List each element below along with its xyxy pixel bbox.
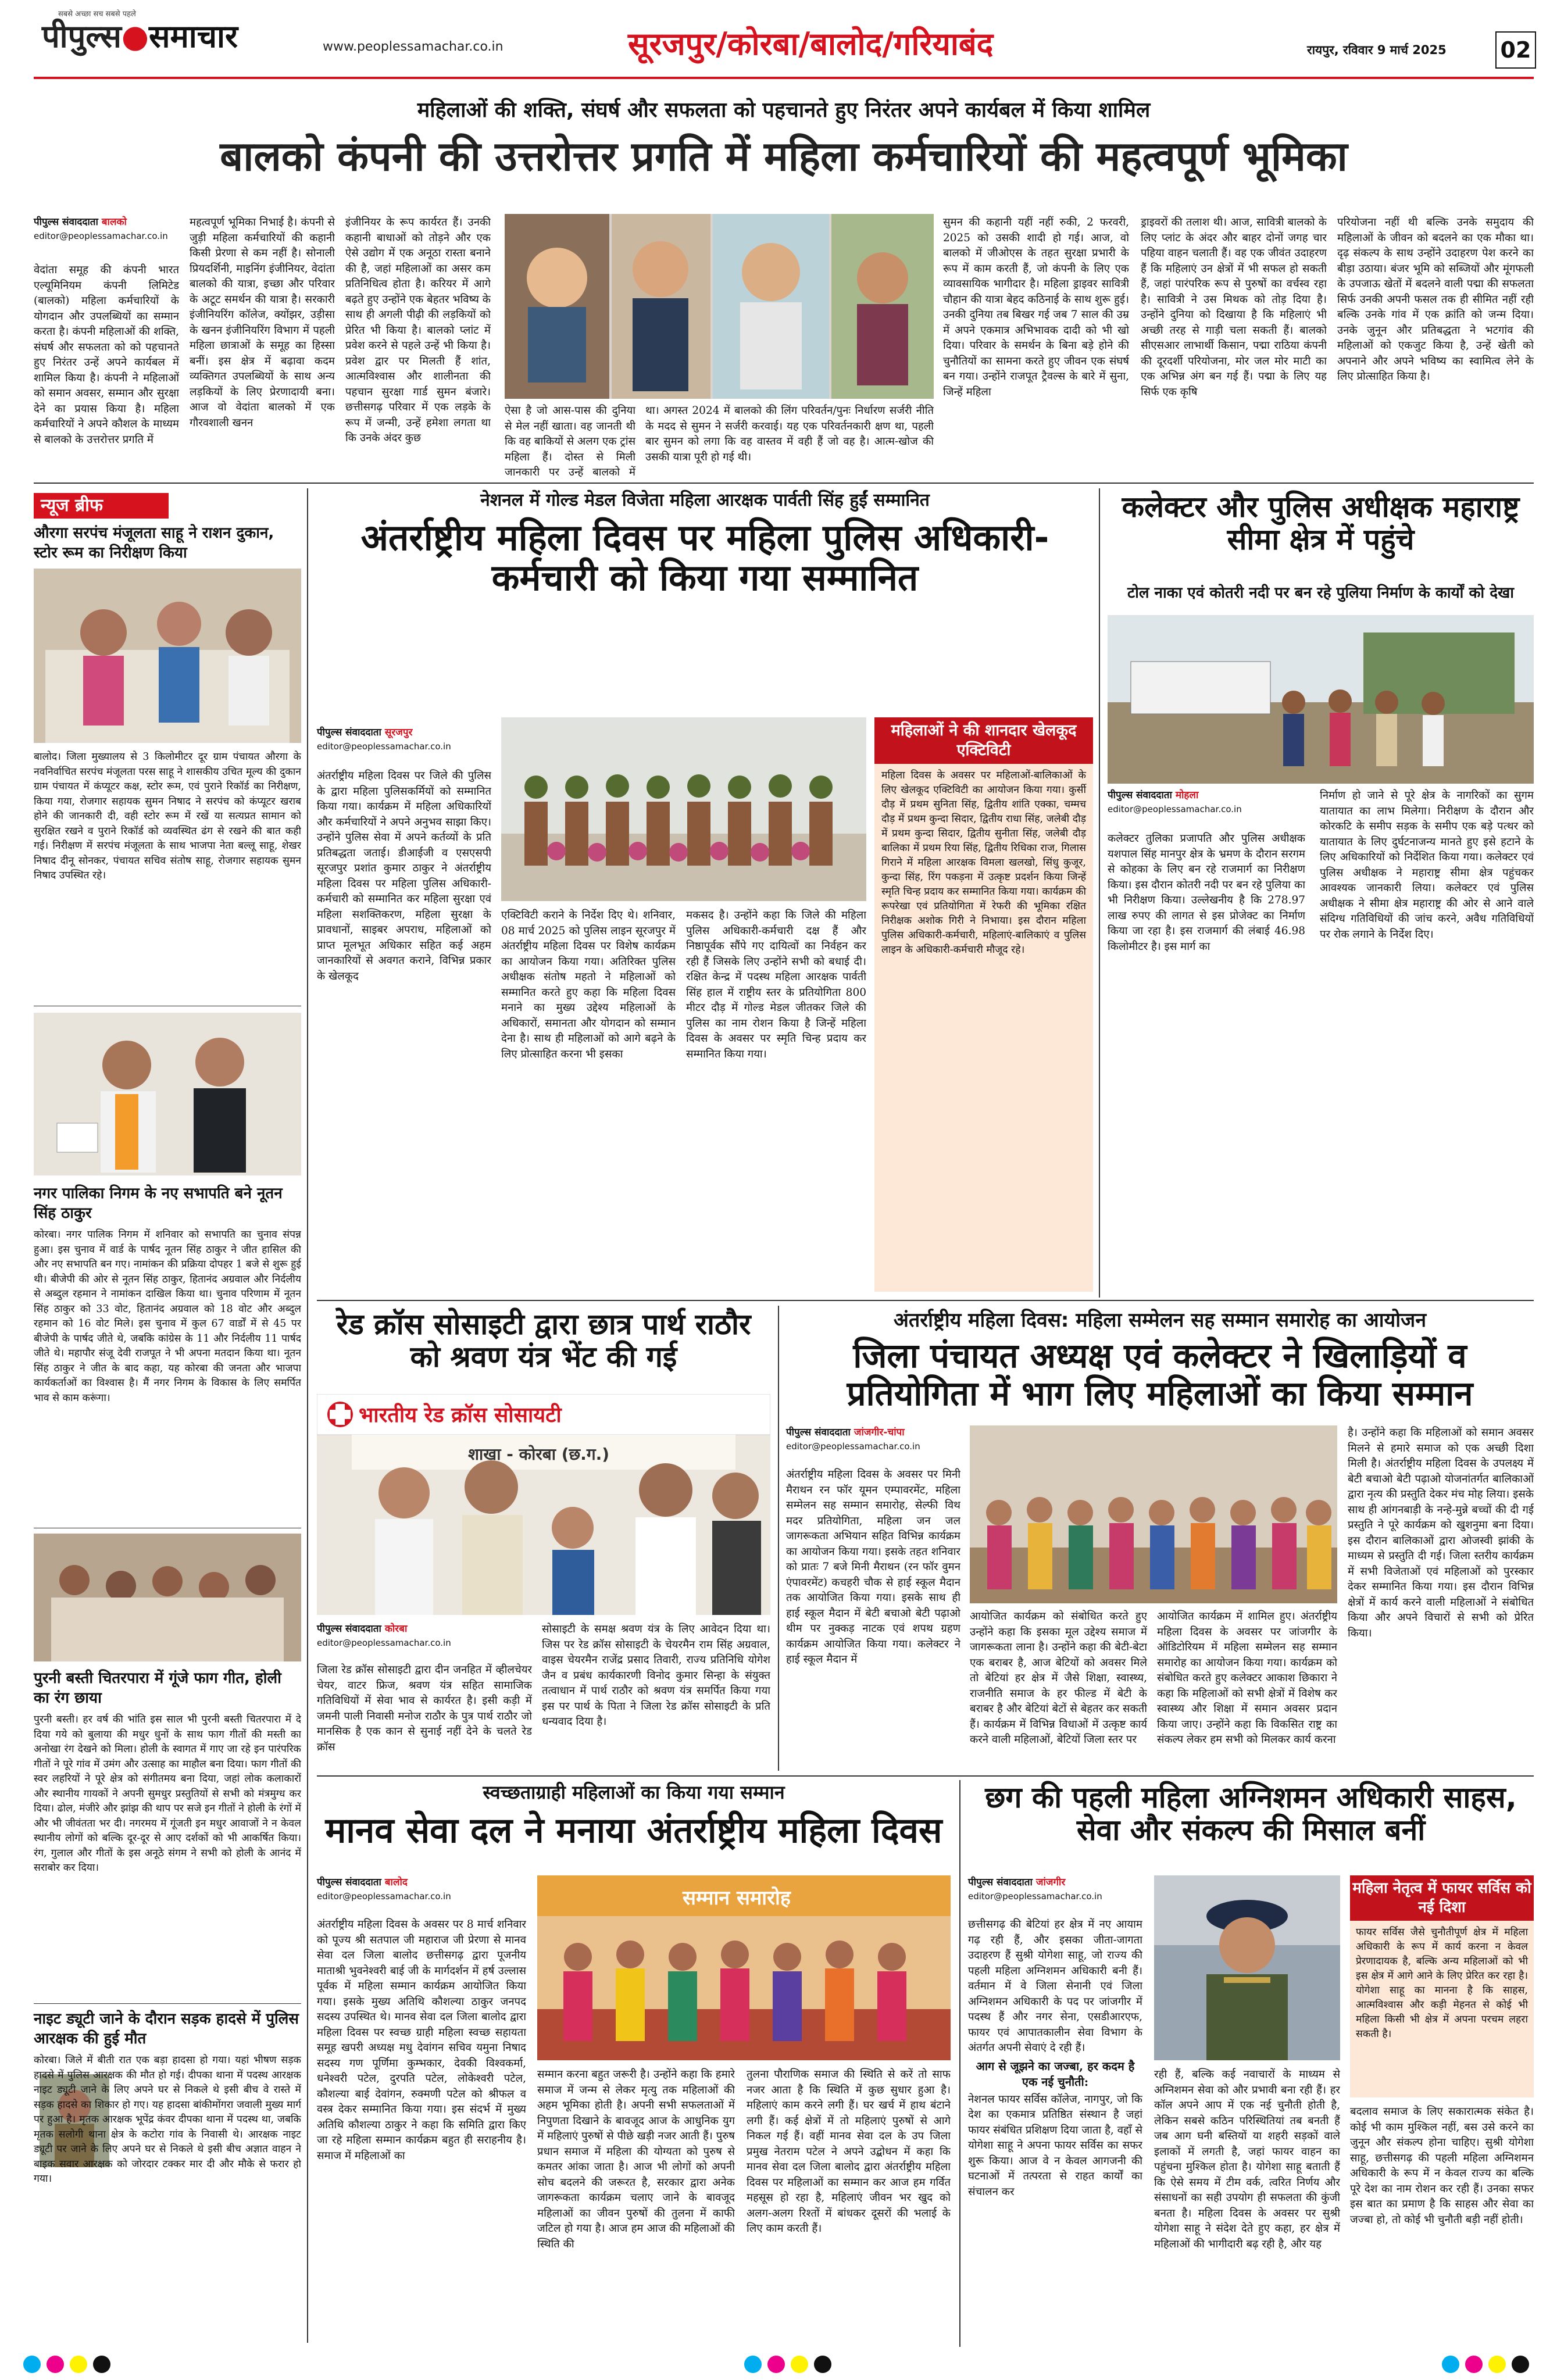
manav-kicker: स्वच्छताग्राही महिलाओं का किया गया सम्मान [483,1781,785,1803]
police-right-divider [1099,488,1100,1298]
police-sidebar-body: महिला दिवस के अवसर पर महिलाओं-बालिकाओं के लिए खेलकूद एक्टिविटी का आयोजन किया गया। कुर्सी दौड़ में प्रथम सुनिता सिंह, द्वितीय शांति एक्का, चम्मच दौड़ में प्रथम कुन्दा सिदार, द्वितीय राधा सिंह, जलेबी दौड़ में प्रथम कुन्दा सिदार, द्वितीय सुनीता सिंह, जलेबी दौड़ बालिका में प्रथम रिया सिंह, द्वितीय रिधिका राज, गिलास गिराने में महिला आरक्षक विमला खलखो, सिंधु कुजूर, कुन्दा सिंह, रिंग पकड़ना में उत्कृष्ट प्रदर्शन किया जिन्हें स्मृति चिन्ह प्रदाय कर सम्मानित किया गया। कार्यक्रम की रूपरेखा एवं प्रतियोगिता में रेफरी की भूमिका रक्षित निरीक्षक अशोक गिरी ने निभाया। इस दौरान महिला पुलिस अधिकारी-कर्मचारी, महिलाएं-बालिकाएं व पुलिस लाइन के अधिकारी-कर्मचारी मौजूद रहे। [881,770,1086,956]
logo-bullet-icon: ● [121,17,149,55]
zila-byline [786,1425,960,1453]
cmyk-black-2 [814,2356,831,2373]
brief-1-photo [34,569,301,743]
website-url[interactable]: www.peoplessamachar.co.in [323,40,503,54]
lead-col-7: ड्राइवरों की तलाश थी। आज, सावित्री बालको के लिए प्लांट के अंदर और बाहर दोनों जगह चार पहिया वाहन चलाती हैं। वह एक जीवंत उदाहरण हैं कि महिलाएं उन क्षेत्रों में भी सफल हो सकती हैं, जहां पारंपरिक रूप से पुरुषों का वर्चस्व रहा है। सावित्री ने उस मिथक को तोड़ दिया है। उन्होंने दुनिया को दिखाया है कि महिलाएं भी अच्छी तरह से गाड़ी चला सकती हैं। बालको सीएसआर लाभार्थी किसान, पद्मा राठिया कंपनी की दूरदर्शी परियोजना, मोर जल मोर माटी का एक अभिन्न अंग बन गई हैं। पद्मा के लिए यह सिर्फ एक कृषि [1141,216,1327,398]
lead-col-5: था। अगस्त 2024 में बालको की लिंग परिवर्तन/पुनः निर्धारण सर्जरी नीति के मदद से सुमन ने सर्जरी करवाई। यह एक परिवर्तनकारी क्षण था, पहली बार सुमन को लगा कि वह वास्तव में वही हैं जो वह है। आत्म-खोज की उसकी यात्रा पूरी हो गई थी। [645,405,934,463]
cmyk-black [93,2356,110,2373]
fire-col-1b: नेशनल फायर सर्विस कॉलेज, नागपुर, जो कि देश का एकमात्र प्रतिष्ठित संस्थान है जहां फायर संबंधित प्रशिक्षण दिया जाता है, वहाँ से योगेशा साहू ने अपना फायर सर्विस का सफर शुरू किया। आज वे न केवल आगजनी की घटनाओं में तत्परता से राहत कार्यों का संचालन कर [968,2093,1142,2198]
fire-byline-place: जांजगीर [1035,1877,1066,1888]
zila-col-2: आयोजित कार्यक्रम को संबोधित करते हुए उन्होंने कहा कि इसका मूल उद्देश्य समाज में जागरूकता लाना है। उन्होंने कहा की बेटी-बेटा एक बराबर है, आज बेटियों को अवसर मिले तो बेटियां हर क्षेत्र में जैसे शिक्षा, स्वास्थ्य, राजनीति समाज के हर फील्ड में बेटी के बराबर है और बेटियां बेटों से बेहतर कर सकती हैं। कार्यक्रम में विभिन्न विधाओं में उत्कृष्ट कार्य करने वाली महिलाओं, बेटियों जिला स्तर पर [970,1610,1147,1746]
masthead-logo[interactable] [42,17,238,55]
police-byline-reporter: पीपुल्स संवाददाता [317,727,381,738]
zila-col-1: अंतर्राष्ट्रीय महिला दिवस के अवसर पर मिनी मैराथन रन फॉर यूमन एम्पावरमेंट, महिला सम्मेलन सह सम्मान समारोह, सेल्फी विथ मदर प्रतियोगिता, महिला जन जल जागरूकता अभियान सहित विभिन्न कार्यक्रम का आयोजन किया गया। इसके तहत शनिवार को प्रातः 7 बजे मिनी मैराथन (रन फॉर वुमन एंपावरमेंट) कचहरी चौक से हाई स्कूल मैदान तक आयोजित किया गया। इसके साथ ही हाई स्कूल मैदान में बेटी बचाओ बेटी पढ़ाओ थीम पर नुक्कड़ नाटक एवं शपथ ग्रहण कार्यक्रम आयोजित किया गया। कलेक्टर ने हाई स्कूल मैदान में [786,1468,960,1666]
fire-col-1-wrap [968,1917,1142,2349]
logo-right: समाचार [148,17,238,55]
redcross-headline: रेड क्रॉस सोसाइटी द्वारा छात्र पार्थ राठौर को श्रवण यंत्र भेंट की गई [336,1307,751,1374]
collector-subhead: टोल नाका एवं कोतरी नदी पर बन रहे पुलिया निर्माण के कार्यों को देखा [1127,584,1514,602]
brief-3-title: पुरनी बस्ती चितरपारा में गूंजे फाग गीत, होली का रंग छाया [34,1670,281,1707]
fire-sidebar [1350,1875,1534,2097]
logo-left: पीपुल्स [42,17,122,55]
redcross-col-2: सोसाइटी के समक्ष श्रवण यंत्र के लिए आवेदन दिया था। जिस पर रेड क्रॉस सोसाइटी के चेयरमैन राम सिंह अग्रवाल, वाइस चेयरमैन राजेंद्र प्रसाद तिवारी, राज्य प्रतिनिधि योगेश जैन व प्रबंध कार्यकारणी विनोद कुमार सिन्हा के संयुक्त तत्वाधान में पार्थ राठौर को श्रवण यंत्र समर्पित किया गया इस पर पार्थ के पिता ने जिला रेड क्रॉस सोसाइटी के प्रति धन्यवाद दिया है। [542,1623,770,1728]
police-col-2: एक्टिविटी कराने के निर्देश दिए थे। शनिवार, 08 मार्च 2025 को पुलिस लाइन सूरजपुर में अंतर्राष्ट्रीय महिला दिवस पर विशेष कार्यक्रम का आयोजन किया गया। अतिरिक्त पुलिस अधीक्षक संतोष महतो ने महिलाओं को सम्मानित करते हुए कहा कि महिला दिवस मनाने का मुख्य उद्देश्य महिलाओं के अधिकारों, समानता और योगदान को सम्मान देना है। साथ ही महिलाओं को आगे बढ़ने के लिए प्रोत्साहित करना भी इसका [501,909,676,1060]
manav-byline [317,1875,526,1903]
brief-3-photo [34,1534,301,1661]
brief-4-body: कोरबा। जिले में बीती रात एक बड़ा हादसा हो गया। यहां भीषण सड़क हादसे में पुलिस आरक्षक की मौत हो गई। दीपका थाना में पदस्थ आरक्षक नाइट ड्यूटी जाने के लिए अपने घर से निकले थे इसी बीच वे रास्ते में सड़क हादसे का शिकार हो गए। यह हादसा बांकीमोंगरा जवाली मुख्य मार्ग पर हुआ है। मृतक आरक्षक भूपेंद्र कंवर दीपका थाना में पदस्थ था, जबकि मृतक सलोगी थाना क्षेत्र के कटोरा गांव के निवासी थे। आरक्षक नाइट ड्यूटी पर जाने के लिए अपने घर से निकले थे इसी बीच अज्ञात वाहन ने बाइक सवार आरक्षक को जोरदार टक्कर मार दी और मौके से फरार हो गया। [34,2054,301,2185]
redcross-col-1: जिला रेड क्रॉस सोसाइटी द्वारा दीन जनहित में व्हीलचेयर चेयर, वाटर फ्रिज, श्रवण यंत्र सहित सामाजिक गतिविधियों में सेवा भाव से कार्यरत है। इसी कड़ी में जमनी पाली निवासी मनोज राठौर के पुत्र पार्थ राठौर जो मानसिक है एक कान से सुनाई नहीं देने के चलते रेड क्रॉस [317,1664,532,1753]
fire-sidebar-title: महिला नेतृत्व में फायर सर्विस को नई दिशा [1350,1875,1534,1921]
brief-4-title: नाइट ड्यूटी जाने के दौरान सड़क हादसे में पुलिस आरक्षक की हुई मौत [34,2010,299,2047]
zila-photo [970,1425,1337,1603]
lead-col-1: वेदांता समूह की कंपनी भारत एल्यूमिनियम कंपनी लिमिटेड (बालको) महिला कर्मचारियों के योगदान और उपलब्धियों का सम्मान करता है। कंपनी महिलाओं की शक्ति, संघर्ष और सफलता को को पहचानते हुए निरंतर उन्हें अपने कार्यबल में शामिल किया है। कंपनी ने महिलाओं को समान अवसर, सम्मान और सुरक्षा देने का प्रयास किया है। महिला कर्मचारियों ने अपने कौशल के माध्यम से बालको के उत्तरोत्तर प्रगति में [34,264,179,446]
collector-col-2: निर्माण हो जाने से पूरे क्षेत्र के नागरिकों का सुगम यातायात का लाभ मिलेगा। निरीक्षण के दौरान और कोरकटि के समीप सड़क के समीप एक बड़े पत्थर को यातायात के लिए दुर्घटनाजन्य मानते हुए इसे हटाने के लिए अधिकारियों को निर्देशित किया गया। कलेक्टर एवं पुलिस अधीक्षक ने महाराष्ट्र सीमा क्षेत्र पहुंचकर आवश्यक जानकारी लिया। कलेक्टर एवं पुलिस अधीक्षक ने सीमा क्षेत्र महाराष्ट्र की ओर से आने वाले संदिग्ध गतिविधियों की जांच करने, अवैध गतिविधियों पर रोक लगाने के निर्देश दिए। [1320,789,1534,941]
byline-email[interactable]: editor@peoplessamachar.co.in [34,231,168,241]
mid-rule-1 [317,1300,1534,1301]
news-brief-divider [307,488,308,2343]
lead-kicker: महिलाओं की शक्ति, संघर्ष और सफलता को पहचानते हुए निरंतर अपने कार्यबल में किया शामिल [417,98,1151,122]
manav-byline-reporter: पीपुल्स संवाददाता [317,1877,381,1888]
manav-byline-email[interactable]: editor@peoplessamachar.co.in [317,1891,451,1902]
redcross-byline [317,1622,532,1650]
collector-col-1: कलेक्टर तुलिका प्रजापति और पुलिस अधीक्षक यशपाल सिंह मानपुर क्षेत्र के भ्रमण के दौरान सरगम से कोहका के लिए बन रहे राजमार्ग का निरीक्षण किया। इस दौरान कोतरी नदी पर बन रहे पुलिया का भी निरीक्षण किया। उल्लेखनीय है कि 278.97 लाख रुपए की लागत से इस प्रोजेक्ट का निर्माण किया जा रहा है। इस राजमार्ग की लंबाई 46.98 किलोमीटर है। इस मार्ग का [1108,832,1305,953]
byline-reporter: पीपुल्स संवाददाता [34,216,98,228]
lead-col-6: सुमन की कहानी यहीं नहीं रुकी, 2 फरवरी, 2025 को उसकी शादी हो गई। आज, वो बालको में जीओएस के तहत सुरक्षा प्रभारी के रूप में काम करती हैं, जो कंपनी के लिए एक व्यावसायिक भागीदार है। महिला ड्राइवर सावित्री चौहान की यात्रा बेहद कठिनाई के साथ शुरू हुई। उनकी दुनिया तब बिखर गई जब 7 साल की उम्र में अपने एकमात्र अभिभावक दादी को भी खो दिया। परिवार के समर्थन के बिना बड़े होने की चुनौतियों का सामना करते हुए जीवन एक संघर्ष बन गया। उन्होंने राजपूत ट्रैवल्स के बारे में सुना, जिन्हें महिला [943,216,1129,398]
zila-byline-place: जांजगीर-चांपा [854,1427,905,1438]
cmyk-yellow-3 [1488,2356,1506,2373]
manav-photo [537,1875,951,2060]
cmyk-cyan-3 [1442,2356,1459,2373]
page-number: 02 [1495,31,1536,69]
cmyk-yellow [70,2356,87,2373]
zila-byline-reporter: पीपुल्स संवाददाता [786,1427,851,1438]
lead-headline: बालको कंपनी की उत्तरोत्तर प्रगति में महिला कर्मचारियों की महत्वपूर्ण भूमिका [220,133,1348,180]
fire-byline-email[interactable]: editor@peoplessamachar.co.in [968,1891,1102,1902]
cmyk-magenta-3 [1465,2356,1483,2373]
police-byline [317,726,491,753]
zila-kicker: अंतर्राष्ट्रीय महिला दिवस: महिला सम्मेलन सह सम्मान समारोह का आयोजन [893,1309,1427,1332]
police-col-1: अंतर्राष्ट्रीय महिला दिवस पर जिले की पुलिस के द्वारा महिला पुलिसकर्मियों को सम्मानित किया गया। कार्यक्रम में महिला अधिकारियों और कर्मचारियों ने अपने अनुभव साझा किए। उन्होंने पुलिस सेवा में अपने कर्तव्यों के प्रति प्रतिबद्धता जताई। डीआईजी व एसएसपी सूरजपुर प्रशांत कुमार ठाकुर ने अंतर्राष्ट्रीय महिला दिवस पर महिला पुलिस अधिकारी-कर्मचारी को सम्मानित कर महिला सुरक्षा एवं महिला सशक्तिकरण, महिला सुरक्षा के प्रावधानों, साइबर अपराध, महिलाओं को प्राप्त मूलभूत अधिकार सहित कई अहम जानकारियों से अवगत कराने, विभिन्न प्रकार के खेलकूद [317,770,491,982]
police-sidebar [874,717,1093,1292]
police-kicker: नेशनल में गोल्ड मेडल विजेता महिला आरक्षक पार्वती सिंह हुईं सम्मानित [480,490,930,510]
fire-subhead-1: आग से जूझने का जज्बा, हर कदम है एक नई चुनौती: [976,2059,1135,2089]
collector-byline-reporter: पीपुल्स संवाददाता [1108,789,1172,801]
zila-headline: जिला पंचायत अध्यक्ष एवं कलेक्टर ने खिलाड़ियों व प्रतियोगिता में भाग लिए महिलाओं का किया सम्मान [847,1336,1473,1413]
cmyk-magenta-2 [767,2356,785,2373]
police-byline-email[interactable]: editor@peoplessamachar.co.in [317,741,451,752]
lead-col-2: महत्वपूर्ण भूमिका निभाई है। कंपनी से जुड़ी महिला कर्मचारियों की कहानी किसी प्रेरणा से कम नहीं है। सोनाली प्रियदर्शिनी, माइनिंग इंजीनियर, वेदांता बालको की यात्रा, इच्छा और परिवार के अटूट समर्थन की यात्रा है। सरकारी इंजीनियरिंग कॉलेज, क्योंझर, उड़ीसा के खनन इंजीनियरिंग विभाग में पहली महिला छात्राओं के समूह का हिस्सा बनीं। इस क्षेत्र में बढ़ावा कदम व्यक्तिगत उपलब्धियों के साथ अन्य लड़कियों के लिए प्रेरणादायी बना। आज वो वेदांता बालको में एक गौरवशाली खनन [190,216,335,429]
fire-headline: छग की पहली महिला अग्निशमन अधिकारी साहस, सेवा और संकल्प की मिसाल बनीं [985,1781,1517,1847]
mid-rule-2 [317,1775,1534,1777]
redcross-photo [317,1394,770,1615]
manav-col-2: सम्मान करना बहुत जरूरी है। उन्होंने कहा कि हमारे समाज में जन्म से लेकर मृत्यु तक महिलाओं की अहम भूमिका होती है। अपनी सभी सफलताओं में निपुणता दिखाने के बावजूद आज के आधुनिक युग में महिलाएं पुरुषों से पीछे खड़ी नजर आती हैं। पुरुष प्रधान समाज में महिला की योग्यता को पुरुष से कमतर आंका जाता है। आज भी लोगों को अपनी सोच बदलने की जरूरत है, सरकार द्वारा अनेक जागरूकता कार्यक्रम चलाए जाने के बावजूद महिलाओं का जीवन पुरुषों की तुलना में काफी जटिल हो गया है। आज हम आज की महिलाओं की स्थिति की [537,2068,735,2250]
fire-col-3: बदलाव समाज के लिए सकारात्मक संकेत है। कोई भी काम मुश्किल नहीं, बस उसे करने का जुनून और संकल्प होना चाहिए। सुश्री योगेशा साहू, छत्तीसगढ़ की पहली महिला अग्निशमन अधिकारी के रूप में न केवल राज्य का बल्कि पूरे देश का नाम रोशन कर रही हैं। उनका सफर इस बात का प्रमाण है कि साहस और सेवा का जज्बा हो, तो कोई भी चुनौती बड़ी नहीं होती। [1350,2106,1534,2226]
lead-col-4: ऐसा है जो आस-पास की दुनिया से मेल नहीं खाता। वह जानती थी कि वह बाकियों से अलग एक ट्रांस महिला हैं। दोस्त से मिली जानकारी पर उन्हें बालको में [505,405,635,478]
zila-byline-email[interactable]: editor@peoplessamachar.co.in [786,1441,920,1452]
police-col-3: मकसद है। उन्होंने कहा कि जिले की महिला पुलिस अधिकारी-कर्मचारी दक्ष हैं और निष्ठापूर्वक सौंपे गए दायित्वों का निर्वहन कर रही हैं जिसके लिए उन्होंने सभी को बधाई दी। रक्षित केन्द्र में पदस्थ महिला आरक्षक पार्वती सिंह हाल में राष्ट्रीय स्तर के प्रतियोगिता 800 मीटर दौड़ में गोल्ड मेडल जीतकर जिले की पुलिस का नाम रोशन किया है जिन्हें महिला दिवस के अवसर पर स्मृति चिन्ह प्रदाय कर सम्मानित किया गया। [686,909,866,1060]
manav-byline-place: बालोद [384,1877,408,1888]
collector-inspection-photo [1108,615,1534,784]
manav-banner-text: सम्मान समारोह [683,1886,791,1910]
masthead-tagline: सबसे अच्छा सच सबसे पहले [58,10,136,19]
collector-byline-place: मोहला [1175,789,1199,801]
redcross-byline-email[interactable]: editor@peoplessamachar.co.in [317,1638,451,1648]
lead-col-8: परियोजना नहीं थी बल्कि उनके समुदाय की महिलाओं के जीवन को बदलने का एक मौका था। दृढ़ संकल्प के साथ उन्होंने उदाहरण पेश करने का बीड़ा उठाया। बंजर भूमि को सब्जियों और मूंगफली के उपजाऊ खेतों में बदलने वाली पद्मा की सफलता सिर्फ उनकी अपनी फसल तक ही सीमित नहीं रही बल्कि उनके गांव में एक क्रांति को जन्म दिया। उनके जुनून और प्रतिबद्धता ने भटगांव की महिलाओं को एकजुट किया है, उन्हें खेती को अपनाने और अपने भविष्य का स्वामित्व लेने के लिए प्रोत्साहित किया है। [1337,216,1534,383]
cmyk-black-3 [1512,2356,1529,2373]
brief-rule-3 [34,2003,301,2004]
brief-1-title: औरगा सरपंच मंजूलता साहू ने राशन दुकान, स्टोर रूम का निरीक्षण किया [34,524,274,562]
byline-place: बालको [101,216,127,228]
collector-byline [1108,788,1305,816]
redcross-byline-place: कोरबा [384,1623,408,1635]
cmyk-cyan-2 [744,2356,762,2373]
masthead [0,0,1557,81]
fire-byline [968,1875,1142,1903]
edition-title: सूरजपुर/कोरबा/बालोद/गरियाबंद [628,26,994,62]
registration-marks [23,2356,1535,2379]
police-byline-place: सूरजपुर [384,727,413,738]
brief-2-title: नगर पालिका निगम के नए सभापति बने नूतन सिंह ठाकुर [34,1185,283,1222]
fire-col-1: छत्तीसगढ़ की बेटियां हर क्षेत्र में नए आयाम गढ़ रही हैं, और इसका जीता-जागता उदाहरण हैं सुश्री योगेशा साहू, जो राज्य की पहली महिला अग्निशमन अधिकारी बनी हैं। वर्तमान में वे जिला सेनानी एवं जिला अग्निशमन अधिकारी के पद पर जांजगीर में पदस्थ हैं और नगर सेना, एसडीआरएफ, फायर एवं आपातकालीन सेवा विभाग के अंतर्गत अपनी सेवाएं दे रही हैं। [968,1918,1142,2054]
manav-col-3: तुलना पौराणिक समाज की स्थिति से करें तो साफ नजर आता है कि स्थिति में कुछ सुधार हुआ है। महिलाएं काम करने लगी हैं। घर खर्च में हाथ बंटाने लगी हैं। कई क्षेत्रों में तो महिलाएं पुरुषों से आगे निकल गई हैं। वहीं मानव सेवा दल के उप जिला प्रमुख नेतराम पटेल ने अपने उद्बोधन में कहा कि मानव सेवा दल जिला बालोद द्वारा अंतर्राष्ट्रीय महिला दिवस पर महिलाओं का सम्मान कर आज हम गर्वित महसूस हो रहा है, महिलाएं जीवन भर खुद को अलग-अलग रिश्तों में बांधकर दूसरों की भलाई के लिए काम करती हैं। [747,2068,951,2235]
brief-1-body: बालोद। जिला मुख्यालय से 3 किलोमीटर दूर ग्राम पंचायत औरगा के नवनिर्वाचित सरपंच मंजूलता परस साहू ने शासकीय उचित मूल्य की दुकान ग्राम पंचायत में कंप्यूटर कक्ष, स्टोर रूम, एवं पुराने रिकॉर्ड का निरीक्षण, किया गया, रोजगार सहायक सुमन निषाद ने सरपंच को कंप्यूटर खराब होने की जानकारी दी, वही स्टोर रूम में रखें या सत्यप्रत सामान को सुरक्षित रखने व पुराने रिकॉर्ड को व्यवस्थित ढंग से रखने की बात कही गई। निरीक्षण में सरपंच मंजूलता के साथ भाजपा नेता बल्लू साहू, शेखर निषाद दीनू सोनकर, पंचायत सचिव संतोष साहू, रोजगार सहायक सुमन निषाद उपस्थित रहे। [34,751,301,881]
cmyk-cyan [23,2356,41,2373]
collector-headline: कलेक्टर और पुलिस अधीक्षक महाराष्ट्र सीमा क्षेत्र में पहुंचे [1122,490,1520,556]
redcross-byline-reporter: पीपुल्स संवाददाता [317,1623,381,1635]
lead-photos-svg [505,214,934,399]
manav-col-1: अंतर्राष्ट्रीय महिला दिवस के अवसर पर 8 मार्च शनिवार को पूज्य श्री सतपाल जी महाराज जी प्रेरणा से मानव सेवा दल जिला बालोद छत्तीसगढ़ द्वारा पूजनीय माताश्री भुवनेश्वरी बाई जी के मार्गदर्शन में हर्ष उल्लास पूर्वक में महिला सम्मान कार्यक्रम आयोजित किया गया। इसके मुख्य अतिथि कौशल्या ठाकुर जनपद सदस्य उपस्थित थे। मानव सेवा दल जिला बालोद द्वारा महिला दिवस पर स्वच्छ ग्राही महिला स्वच्छ सहायता समूह खपरी अध्यक्ष मधु देवांगन सचिव यमुना निषाद सदस्य गण पूर्णिमा कुम्भकार, देवकी विश्वकर्मा, धनेश्वरी पटेल, दुरपति पटेल, लोकेश्वरी पटेल, कौशल्या बाई देवांगन, रुक्मणी पटेल को श्रीफल व वस्त्र देकर सम्मानित किया गया। इस संदर्भ में मुख्य अतिथि कौशल्या ठाकुर ने कहा कि समिति द्वारा किए जा रहे महिला सम्मान कार्यक्रम बहुत ही सराहनीय है। समाज में महिलाओं का [317,1918,526,2162]
brief-2-body: कोरबा। नगर पालिक निगम में शनिवार को सभापति का चुनाव संपन्न हुआ। इस चुनाव में वार्ड के पार्षद नूतन सिंह ठाकुर ने जीत हासिल की और नए सभापति बन गए। नामांकन की प्रक्रिया दोपहर 1 बजे से शुरू हुई थी। बीजेपी की ओर से नूतन सिंह ठाकुर, हितानंद अग्रवाल और निर्दलीय से अब्दुल रहमान ने नामांकन दाखिल किया था। चुनाव परिणाम में नूतन सिंह ठाकुर को 33 वोट, हितानंद अग्रवाल को 18 वोट और अब्दुल रहमान को 16 वोट मिले। इस चुनाव में कुल 67 वार्डों में से 45 पर बीजेपी के पार्षद जीते थे, जबकि कांग्रेस के 11 और निर्दलीय 11 पार्षद जीते थे। महापौर संजू देवी राजपूत ने भी अपना मतदान किया था। नूतन सिंह ठाकुर ने जीत के बाद कहा, यह कोरबा की जनता और भाजपा कार्यकर्ताओं का विश्वास है। मैं नगर निगम के विकास के लिए समर्पित भाव से काम करूंगा। [34,1229,301,1404]
redcross-banner-sub: शाखा - कोरबा (छ.ग.) [468,1445,610,1464]
dateline: रायपुर, रविवार 9 मार्च 2025 [1307,43,1447,57]
manav-headline: मानव सेवा दल ने मनाया अंतर्राष्ट्रीय महिला दिवस [325,1810,942,1851]
brief-3-body: पुरनी बस्ती। हर वर्ष की भांति इस साल भी पुरनी बस्ती चितरपारा में दे दिया गये को बुलाया की मधुर धुनों के साथ फाग गीतों की मस्ती का अनोखा रंग देखने को मिला। होली के स्वागत में गाए जा रहे इन पारंपरिक गीतों ने पूरे गांव में उमंग और उत्साह का माहौल बना दिया। फाग गीतों की स्वर लहरियों ने पूरे क्षेत्र को संगीतमय बना दिया, जहां लोक कलाकारों और स्थानीय गायकों ने अपनी सुमधुर प्रस्तुतियों से सभी को मंत्रमुग्ध कर दिया। ढोल, मंजीरे और झांझ की थाप पर सजे इन गीतों ने होली के रंगों में और भी जीवंतता भर दी। नगरमय में गूंजती इन मधुर आवाजों ने न केवल स्थानीय लोगों को बल्कि दूर-दूर से आए दर्शकों को भी आकर्षित किया। रंग, गुलाल और गीतों के इस अनूठे संगम ने सभी को होली के आनंद में सराबोर कर दिया। [34,1714,301,1874]
fire-col-2: रही हैं, बल्कि कई नवाचारों के माध्यम से अग्निशमन सेवा को और प्रभावी बना रही हैं। हर कॉल अपने आप में एक नई चुनौती होती है, लेकिन सबसे कठिन परिस्थितियां तब बनती हैं जब आग घनी बस्तियों या शहरी सड़कों वाले इलाकों में लगती है, जहां फायर वाहन का पहुंचना मुश्किल होता है। योगेशा साहू बताती हैं कि ऐसे समय में टीम वर्क, त्वरित निर्णय और संसाधनों का सही उपयोग ही सफलता की कुंजी बनता है। महिला दिवस के अवसर पर सुश्री योगेशा साहू ने संदेश देते हुए कहा, हर क्षेत्र में महिलाओं की भागीदारी बढ़ रही है, और यह [1154,2068,1340,2250]
police-group-photo [501,717,866,901]
news-brief-label: न्यूज ब्रीफ [34,493,169,519]
lead-photo-collage [505,214,934,399]
lead-byline [34,215,179,243]
fire-officer-photo [1154,1875,1340,2060]
cmyk-yellow-2 [791,2356,808,2373]
police-sidebar-title: महिलाओं ने की शानदार खेलकूद एक्टिविटी [874,717,1093,764]
cmyk-magenta [47,2356,64,2373]
lead-bottom-rule [34,483,1534,484]
zila-col-3: आयोजित कार्यक्रम में शामिल हुए। अंतर्राष्ट्रीय महिला दिवस के अवसर पर जांजगीर के ऑडिटोरियम में महिला सम्मेलन सह सम्मान समारोह का आयोजन किया गया। कार्यक्रम को संबोधित करते हुए कलेक्टर आकाश छिकारा ने कहा कि महिलाओं को सभी क्षेत्रों में विशेष कर स्वास्थ्य और शिक्षा में समान अवसर प्रदान किया जाए। उन्होंने कहा कि विकसित राष्ट्र का संकल्प लेकर हम सभी को मिलकर कार्य करना [1157,1610,1337,1746]
brief-2-photo [34,1013,301,1175]
fire-byline-reporter: पीपुल्स संवाददाता [968,1877,1033,1888]
redcross-banner-text: भारतीय रेड क्रॉस सोसायटी [359,1403,562,1427]
masthead-rule [34,77,1534,79]
collector-byline-email[interactable]: editor@peoplessamachar.co.in [1108,804,1242,814]
lead-col-3: इंजीनियर के रूप कार्यरत हैं। उनकी कहानी बाधाओं को तोड़ने और एक ऐसे उद्योग में एक अनूठा रास्ता बनाने की है, जहां महिलाओं का असर कम प्रतिनिधित्व होता है। करियर में आगे बढ़ते हुए उन्होंने एक बेहतर भविष्य के साथ ही अगली पीढ़ी की लड़कियों को प्रेरित भी किया है। बालको प्लांट में प्रवेश करने से पहले उन्हें भी किया है। प्रवेश द्वार पर मिलती हैं शांत, आत्मविश्वास और शालीनता की पहचान सुरक्षा गार्ड सुमन बंजारे। छत्तीसगढ़ परिवार में एक लड़के के रूप में जन्मी, उन्हें हमेशा लगता था कि उनके अंदर कुछ [345,216,491,444]
redcross-right-divider [778,1306,779,1771]
police-headline: अंतर्राष्ट्रीय महिला दिवस पर महिला पुलिस अधिकारी-कर्मचारी को किया गया सम्मानित [360,516,1049,599]
zila-col-4: है। उन्होंने कहा कि महिलाओं को समान अवसर मिलने से हमारे समाज को एक अच्छी दिशा मिली है। अंतर्राष्ट्रीय महिला दिवस के उपलक्ष्य में बेटी बचाओ बेटी पढ़ाओ योजनांतर्गत बालिकाओं द्वारा नृत्य की प्रस्तुति देकर मंच मोह लिया। इसके साथ ही आंगनबाड़ी के नन्हे-मुन्ने बच्चों की दी गई प्रस्तुति ने पूरे कार्यक्रम को खुशनुमा बना दिया। इस दौरान बालिकाओं द्वारा ओजस्वी झांकी के माध्यम से प्रस्तुति दी गई। जिला स्तरीय कार्यक्रम में सभी विजेताओं एवं महिलाओं को पुरस्कार देकर सम्मानित किया गया। इस दौरान विभिन्न क्षेत्रों में कार्य करने वाली महिलाओं ने संबोधित किया और अपने विचारों से सभी को प्रेरित किया। [1348,1427,1534,1639]
manav-right-divider [959,1780,960,2347]
fire-sidebar-body: फायर सर्विस जैसे चुनौतीपूर्ण क्षेत्र में महिला अधिकारी के रूप में कार्य करना न केवल प्रेरणादायक है, बल्कि अन्य महिलाओं को भी इस क्षेत्र में आगे आने के लिए प्रेरित कर रहा है। योगेशा साहू का मानना है कि साहस, आत्मविश्वास और कड़ी मेहनत से कोई भी महिला किसी भी क्षेत्र में अपना परचम लहरा सकती है। [1356,1927,1528,2040]
